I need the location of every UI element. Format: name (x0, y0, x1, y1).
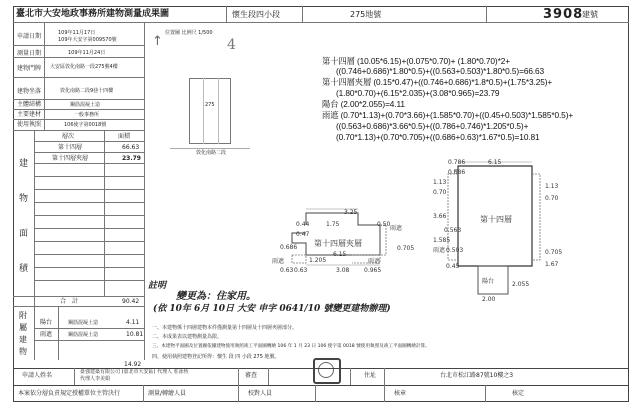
info-value: 106使字第0018號 (64, 122, 107, 128)
office-title: 臺北市大安地政事務所建物測量成果圖 (16, 9, 170, 19)
mezz-dim: 雨遮 (368, 258, 381, 265)
note-line: 一、本建物係十四層建物本件僅測量第十四層及十四層夾層部分。 (152, 325, 298, 331)
area-header-value: 面積 (118, 133, 131, 140)
area-name: 第十四層 (58, 144, 83, 151)
applicant-label: 申請人姓名 (22, 372, 53, 379)
info-value: 大安區敦化南路一段275號4樓 (50, 64, 118, 70)
formula-line: 雨遮 (0.70*1.13)+(0.70*3.66)+(1.585*0.70)+((0.45+0.503)*1.585*0.5)+ (322, 110, 574, 120)
formula-line: 第十四層夾層 (0.15*0.47)+((0.746+0.686)*1.8*0.5)+(1.75*3.25)+ (322, 77, 553, 87)
info-value: 109年11月24日 (68, 50, 106, 56)
left-table-right (144, 22, 145, 360)
verify-label: 核定 (512, 390, 525, 397)
mezz-dim: 0.705 (397, 245, 415, 252)
floor-dim-right: 1.13 (545, 183, 559, 190)
mezz-dim: 0.63 (294, 267, 308, 274)
mezz-dim: 0.686 (280, 244, 298, 251)
mezz-dim: 雨遮 (272, 258, 285, 265)
side-char: 面 (19, 229, 29, 239)
mezz-dim: 3.08 (336, 267, 350, 274)
side-char: 建 (19, 159, 29, 169)
mezzanine-canopy (292, 255, 306, 263)
left-table-divider (44, 22, 45, 130)
info-label: 主體結構 (17, 101, 42, 108)
mezz-dim: 1.75 (326, 221, 340, 228)
mezz-dim: 雨遮 (390, 225, 403, 232)
floor-title: 第十四層 (480, 215, 512, 224)
side-char: 積 (19, 264, 29, 274)
attached-total: 14.92 (124, 361, 142, 368)
checker-label: 審查 (245, 372, 258, 379)
balcony-label: 陽台 (482, 278, 495, 285)
floor-dim-left: 0.45 (446, 263, 460, 270)
surveyor-label: 測量/轉繪人員 (148, 390, 187, 397)
handwritten-note: (依 10年 6月 10日 大安 申字 0641/10 號變更建物辦理) (153, 304, 391, 314)
info-value: 109年11月17日 109年大安字第009570號 (58, 30, 117, 43)
info-label: 建物坐落 (17, 88, 42, 95)
attached-material: 鋼筋混凝土造 (68, 320, 99, 326)
total-value: 90.42 (122, 298, 140, 305)
handwritten-note: 註明 (148, 281, 167, 291)
section-name: 懷生段四小段 (232, 10, 280, 19)
note-line: 四、使用執照建物登記所得：懷生 段 四 小段 275 地號。 (152, 354, 280, 360)
mezz-dim: 0.50 (377, 221, 391, 228)
formula-line: (0.70*1.13)+(0.70*0.705)+((0.686+0.63)*1.67*0.5)=10.81 (336, 132, 540, 142)
handwritten-note: 變更為：住家用。 (176, 291, 256, 302)
info-label: 申請日期 (17, 33, 42, 40)
handwritten-mark: 4 (227, 37, 236, 53)
mezz-dim: 0.44 (296, 221, 310, 228)
mezz-dim: 3.25 (344, 209, 358, 216)
formula-line: 第十四層 (10.05*6.15)+(0.075*0.70)+ (1.80*0.70)*2+ (322, 56, 510, 66)
header-divider (226, 6, 227, 22)
mezz-dim: 0.63 (280, 267, 294, 274)
balcony-dim: 2.055 (512, 281, 530, 288)
attached-value: 4.11 (126, 319, 140, 326)
attached-name: 雨遮 (40, 331, 53, 338)
seal-label: 核章 (394, 390, 407, 397)
note-line: 二、本成果表以建物測量為限。 (152, 334, 223, 340)
address-value: 台北市松江路87號10樓之3 (440, 372, 514, 379)
info-label: 測量日期 (17, 50, 42, 57)
info-label: 建物門牌 (17, 65, 42, 72)
info-value: 鋼筋混凝土造 (70, 102, 101, 108)
attached-material: 鋼筋混凝土造 (68, 332, 99, 338)
floor-dim-top: 6.15 (488, 159, 502, 166)
authorization-note: 本案依分層負責規定授權單位主管決行 (18, 390, 121, 397)
formula-line: (1.80*0.70)+(6.15*2.035)+(3.08*0.965)=23.79 (336, 88, 500, 98)
formula-line: 陽台 (2.00*2.055)=4.11 (322, 99, 405, 109)
mezz-dim: 6.15 (333, 251, 347, 258)
mezz-dim: 0.47 (296, 231, 310, 238)
header-rule (13, 22, 629, 23)
applicant-value: 臺強建築有限公司 (臺北市大安區) 代理人 莊泳恆 代理人李美娟 (80, 369, 189, 382)
floor-dim-right: 1.67 (545, 261, 559, 268)
side-char: 物 (19, 194, 29, 204)
header-divider (486, 6, 487, 22)
area-name: 第十四層夾層 (52, 155, 89, 162)
mezz-dim: 1.205 (309, 257, 327, 264)
mezz-title: 第十四層夾層 (314, 239, 362, 248)
address-label: 住址 (364, 372, 377, 379)
floor-dim-side: 雨遮 (433, 247, 446, 254)
location-map-lot: 275 (205, 102, 215, 108)
info-value: 敦化南路二段9巷十四樓 (60, 88, 114, 94)
location-map-scale: 位置圖 比例尺 1/500 (165, 30, 213, 36)
floor-dim-left: 0.563 (444, 227, 462, 234)
lot-number: 275地號 (350, 10, 382, 19)
formula-line: ((0.746+0.686)*1.80*0.5)+((0.563+0.503)*1.80*0.5)=66.63 (336, 66, 545, 76)
balcony-dim: 2.00 (482, 296, 496, 303)
formula-line: ((0.563+0.686)*3.66*0.5)+((0.786+0.746)*1.205*0.5)+ (336, 121, 529, 131)
header-divider (302, 6, 303, 22)
building-number: 3908 (543, 7, 584, 22)
note-line: 三、本建物平面圖及位置圖依據建物使用執照竣工平面圖轉繪 106 年 1 月 23 日 106 使字第 0018 號使用執照及竣工平面圖轉繪計算。 (152, 344, 430, 349)
floor-dim-right: 0.705 (545, 249, 563, 256)
floor-dim-left: 0.70 (433, 189, 447, 196)
floor-dim-top: 0.786 (448, 159, 466, 166)
north-arrow-icon: ↑ (152, 34, 163, 49)
mezzanine-canopy (380, 225, 386, 255)
side-char: 建 (19, 335, 27, 344)
floor-dim-right: 0.70 (545, 195, 559, 202)
info-value: 一般事務所 (74, 112, 100, 118)
side-char: 物 (19, 347, 27, 356)
area-header-layer: 層次 (62, 133, 75, 140)
attached-value: 10.81 (126, 331, 144, 338)
floor-dim-left: 1.13 (433, 179, 447, 186)
side-char: 屬 (19, 323, 27, 332)
floor-dim-left: 3.66 (433, 213, 447, 220)
reviewer-label: 校對人員 (248, 390, 273, 397)
floor-canopy-right (532, 174, 540, 260)
floor-dim-top: 0.686 (448, 169, 466, 176)
location-map-road: 敦化南路二段 (196, 150, 227, 156)
floor-dim-left: 0.503 (446, 247, 464, 254)
total-label: 合 計 (60, 298, 79, 305)
info-label: 使用執照 (17, 121, 42, 128)
info-label: 主要建材 (17, 111, 42, 118)
mezz-dim: 0.965 (364, 267, 382, 274)
location-map-parcel (189, 78, 231, 144)
attached-name: 陽台 (40, 319, 53, 326)
floor-dim-left: 1.585 (433, 237, 451, 244)
side-char: 附 (19, 311, 27, 320)
official-seal-stamp (318, 362, 334, 378)
area-value: 23.79 (122, 155, 141, 162)
area-value: 66.63 (122, 144, 140, 151)
building-number-label: 建號 (582, 10, 598, 19)
